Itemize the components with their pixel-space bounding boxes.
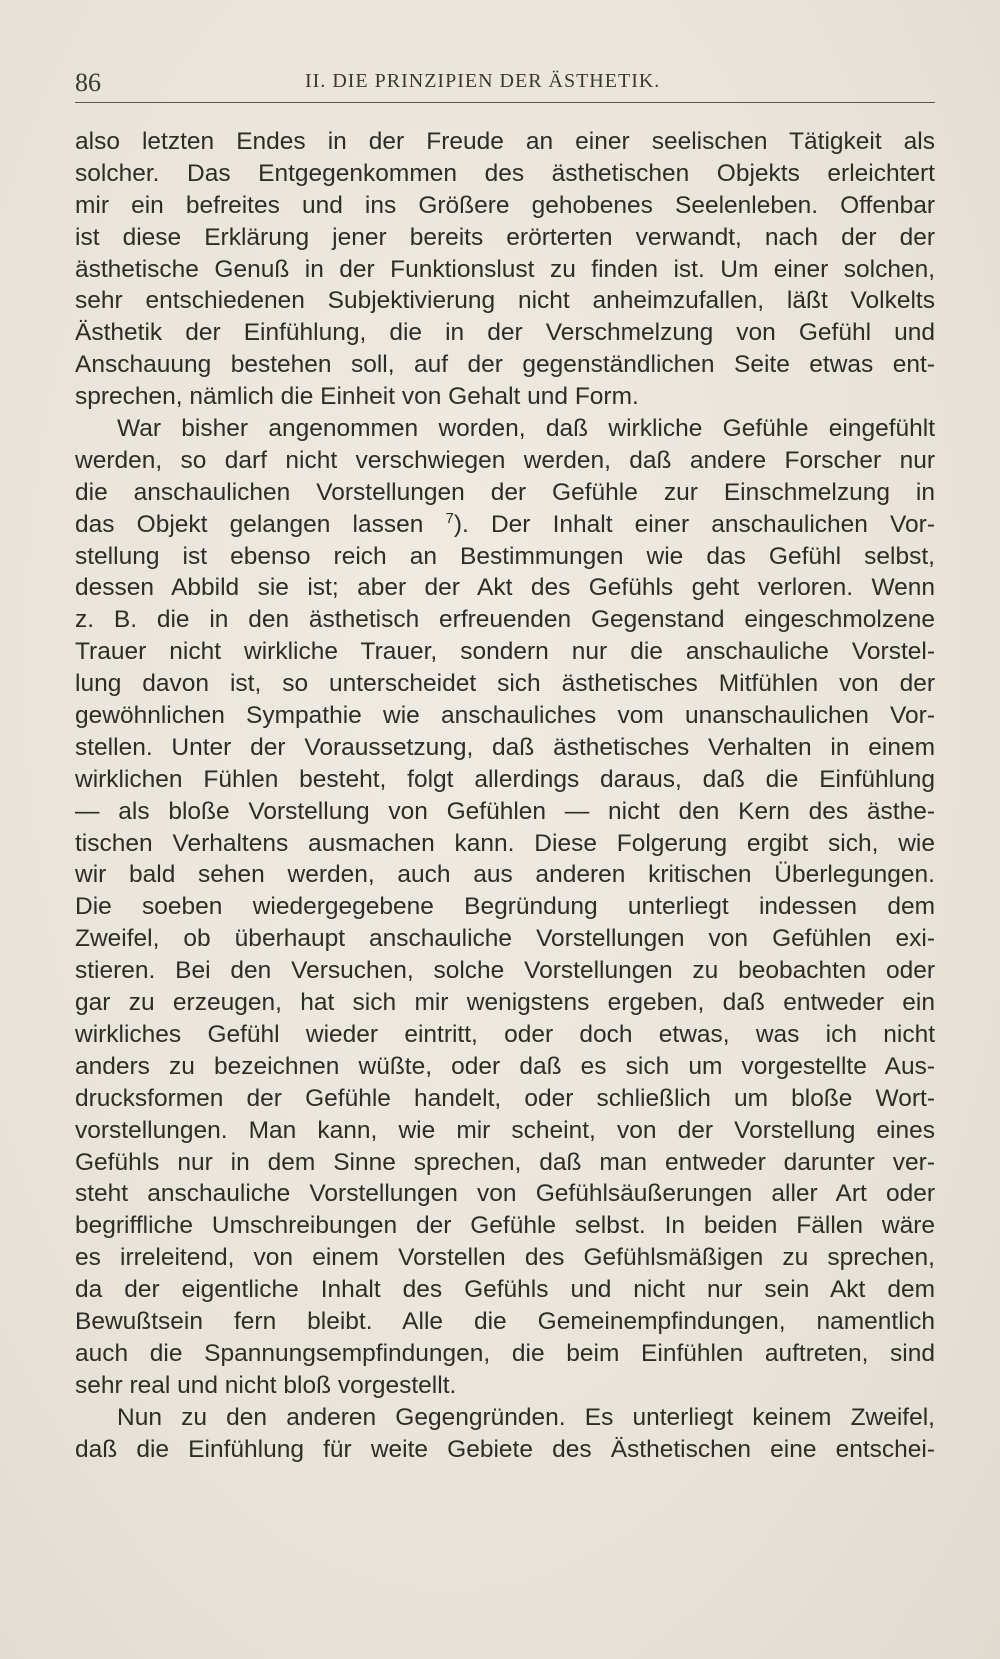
- text-line: gewöhnlichen Sympathie wie anschauliches vom unanschaulichen Vor-: [75, 702, 935, 730]
- line-text-continued: ). Der Inhalt einer anschaulichen Vor-: [453, 510, 935, 538]
- text-line: da der eigentliche Inhalt des Gefühls und nicht nur sein Akt dem: [75, 1276, 935, 1304]
- line-text: das Objekt gelangen lassen: [75, 510, 424, 538]
- text-line: gar zu erzeugen, hat sich mir wenigstens ergeben, daß entweder ein: [75, 989, 935, 1017]
- text-line: sprechen, nämlich die Einheit von Gehalt und Form.: [75, 383, 639, 411]
- text-line: solcher. Das Entgegenkommen des ästhetischen Objekts erleichtert: [75, 159, 935, 187]
- text-line: Ästhetik der Einfühlung, die in der Verschmelzung von Gefühl und: [75, 319, 935, 347]
- text-line: vorstellungen. Man kann, wie mir scheint, von der Vorstellung eines: [75, 1116, 935, 1144]
- text-line: steht anschauliche Vorstellungen von Gefühlsäußerungen aller Art oder: [75, 1180, 935, 1208]
- running-title: II. DIE PRINZIPIEN DER ÄSTHETIK.: [305, 70, 661, 92]
- text-line: War bisher angenommen worden, daß wirkliche Gefühle eingefühlt: [117, 415, 935, 443]
- text-line: es irreleitend, von einem Vorstellen des Gefühlsmäßigen zu sprechen,: [75, 1244, 935, 1272]
- text-line: sehr real und nicht bloß vorgestellt.: [75, 1371, 457, 1399]
- text-line: mir ein befreites und ins Größere gehobenes Seelenleben. Offenbar: [75, 191, 935, 219]
- text-line: Trauer nicht wirkliche Trauer, sondern nur die anschauliche Vorstel-: [75, 638, 935, 666]
- text-line: Bewußtsein fern bleibt. Alle die Gemeinempfindungen, namentlich: [75, 1307, 935, 1335]
- text-line: lung davon ist, so unterscheidet sich ästhetisches Mitfühlen von der: [75, 670, 935, 698]
- text-line: anders zu bezeichnen wüßte, oder daß es sich um vorgestellte Aus-: [75, 1052, 935, 1080]
- text-line: Nun zu den anderen Gegengründen. Es unterliegt keinem Zweifel,: [117, 1403, 935, 1431]
- text-line: ist diese Erklärung jener bereits erörterten verwandt, nach der der: [75, 223, 935, 251]
- text-line: stellen. Unter der Voraussetzung, daß ästhetisches Verhalten in einem: [75, 733, 935, 761]
- text-line: begriffliche Umschreibungen der Gefühle selbst. In beiden Fällen wäre: [75, 1212, 935, 1240]
- text-line: die anschaulichen Vorstellungen der Gefühle zur Einschmelzung in: [75, 478, 935, 506]
- text-line-with-footnote: [75, 509, 935, 541]
- text-line: auch die Spannungsempfindungen, die beim Einfühlen auftreten, sind: [75, 1339, 935, 1367]
- text-line: also letzten Endes in der Freude an einer seelischen Tätigkeit als: [75, 128, 935, 155]
- text-line: wirkliches Gefühl wieder eintritt, oder doch etwas, was ich nicht: [75, 1020, 935, 1048]
- text-line: — als bloße Vorstellung von Gefühlen — nicht den Kern des ästhe-: [75, 797, 935, 825]
- body-text: [75, 126, 935, 1465]
- text-line: ästhetische Genuß in der Funktionslust zu finden ist. Um einer solchen,: [75, 255, 935, 283]
- text-line: Die soeben wiedergegebene Begründung unterliegt indessen dem: [75, 893, 935, 921]
- text-line: wir bald sehen werden, auch aus anderen kritischen Überlegungen.: [75, 861, 935, 889]
- text-line: tischen Verhaltens ausmachen kann. Diese Folgerung ergibt sich, wie: [75, 829, 935, 857]
- text-line: z. B. die in den ästhetisch erfreuenden Gegenstand eingeschmolzene: [75, 606, 935, 634]
- text-line: werden, so darf nicht verschwiegen werden, daß andere Forscher nur: [75, 446, 935, 474]
- text-line: Zweifel, ob überhaupt anschauliche Vorstellungen von Gefühlen exi-: [75, 925, 935, 953]
- text-line: Gefühls nur in dem Sinne sprechen, daß man entweder darunter ver-: [75, 1148, 935, 1176]
- text-line: wirklichen Fühlen besteht, folgt allerdings daraus, daß die Einfühlung: [75, 765, 935, 793]
- text-line: drucksformen der Gefühle handelt, oder schließlich um bloße Wort-: [75, 1084, 935, 1112]
- text-line: dessen Abbild sie ist; aber der Akt des Gefühls geht verloren. Wenn: [75, 574, 935, 602]
- text-line: daß die Einfühlung für weite Gebiete des Ästhetischen eine entschei-: [75, 1435, 935, 1463]
- page-header: [75, 62, 935, 103]
- page-number: 86: [75, 68, 101, 97]
- text-line: stellung ist ebenso reich an Bestimmungen wie das Gefühl selbst,: [75, 542, 935, 570]
- footnote-reference: 7: [445, 509, 454, 527]
- text-line: Anschauung bestehen soll, auf der gegenständlichen Seite etwas ent-: [75, 351, 935, 379]
- text-line: sehr entschiedenen Subjektivierung nicht anheimzufallen, läßt Volkelts: [75, 287, 935, 315]
- text-line: stieren. Bei den Versuchen, solche Vorstellungen zu beobachten oder: [75, 957, 935, 985]
